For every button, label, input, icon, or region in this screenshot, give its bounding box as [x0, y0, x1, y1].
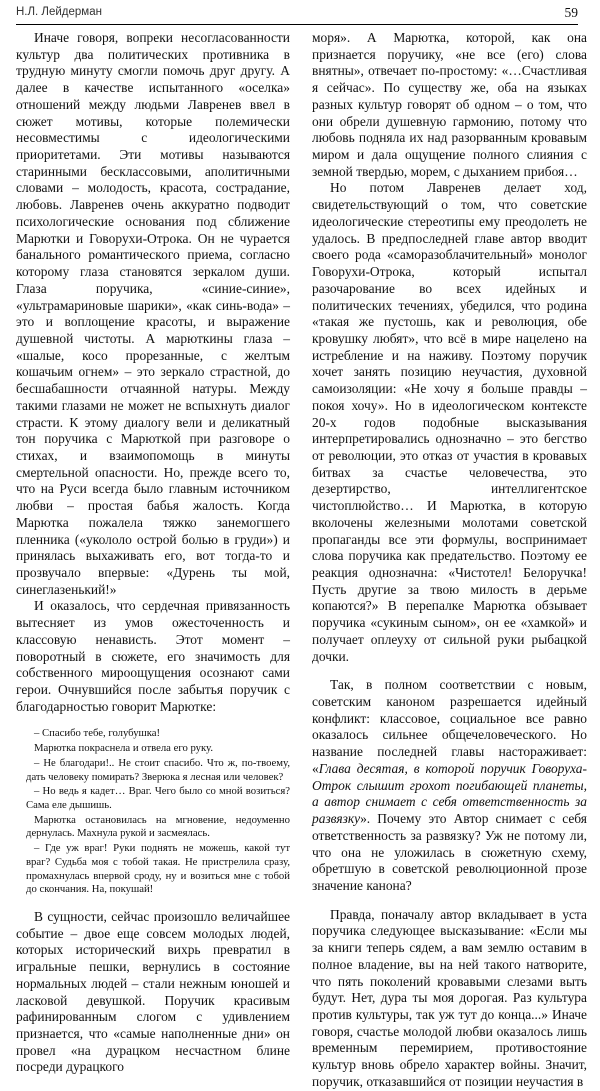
paragraph: Правда, поначалу автор вкладывает в уста поручика следующее высказывание: «Если мы за книги теперь сядем, а вам землю оставим в полное владение, вы на ней такого натворите, что пять поколений кровавыми слезами выть будут. Нет, дура ты моя дорогая. Раз культура против культуры, так уж тут до конца...» Иначе говоря, счастье молодой любви оказалось лишь временным перемирием, противостояние культур вновь обрело характер войны. Значит, поручик, отказавшийся от позиции неучастия в [312, 906, 587, 1089]
page-number: 59 [564, 5, 578, 20]
quote-line: – Не благодари!.. Не стоит спасибо. Что ж, по-твоему, дать человеку помирать? Зверюка я лесная или человек? [26, 756, 290, 783]
paragraph: Иначе говоря, вопреки несогласованности культур два политических противника в трудную минуту смогли помочь друг другу. А далее в качестве испытанного «оселка» отношений между людьми Лавренев ввел в сюжет мотивы, которые полемически несовместимы с идеологическими приоритетами. Эти мотивы называются старинными бесклассовыми, аполитичными словами – молодость, красота, сострадание, любовь. Лавренев очень аккуратно подводит психологические основания под сближение Марютки и Говорухи-Отрока. Он не чурается банального романтического приема, согласно которому глаза становятся зеркалом души. Глаза поручика, «синие-синие», «ультрамариновые шарики», «как синь-вода» – это и воплощение красоты, и выражение душевной чистоты. А марюткины глаза – «шалые, косо прорезанные, с желтым кошачьим огнем» – это зеркало страстной, до бесшабашности отчаянной натуры. Между такими глазами не может не вспыхнуть диалог страсти. К этому диалогу вели и деликатный тон поручика с Марюткой при разговоре о стихах, и взаимопомощь в минуты смертельной опасности. Но, прежде всего то, что на Руси всегда было главным источником любви – простая бабья жалость. Когда Марютка пожалела тяжко занемогшего пленника («укололо острой болью в груди») и принялась выхаживать его, вот тогда-то и прозвучало впервые: «Дурень ты мой, синеглазенький!» [16, 30, 290, 597]
paragraph: Но потом Лавренев делает ход, свидетельствующий о том, что советские идеологические стереотипы ему преодолеть не удалось. В предпоследней главе автор вводит своего рода «саморазоблачительный» монолог Говорухи-Отрока, который испытал разочарование во всех идейных и политических течениях, убедился, что родина «такая же пустошь, как и революция, обе кровушку любят», что всё в мире нацелено на истребление и на наживу. Поэтому поручик хочет занять позицию неучастия, духовной самоизоляции: «Не хочу я больше правды – покоя хочу». Но в идеологическом контексте 20-х годов подобные высказывания интерпретировались однозначно – это бегство от революции, это отказ от участия в кровавых битвах за счастье человечества, это дезертирство, интеллигентское чистоплюйство… И Марютка, в которую вколочены железными молотами советской пропаганды все эти формулы, воспринимает слова поручика как предательство. Поэтому ее реакция однозначна: «Чистотел! Белоручка! Пусть другие за твою милость в дерьме копаются?» В перепалке Марютка обзывает поручика «сукиным сыном», он ее «хамкой» и получает оплеуху от сильной руки рыбацкой дочки. [312, 180, 587, 664]
running-header [16, 4, 578, 25]
quote-line: – Где уж враг! Руки поднять не можешь, какой тут враг? Судьба моя с тобой такая. Не пристрелила сразу, промахнулась впервой сроду, ну и возиться мне с тобой до скончания. На, покушай! [26, 842, 290, 896]
text-run: Так, в полном соответствии с новым, советским каноном разрешается идейный конфликт: классовое, социальное все равно оказалось сильнее общечеловеческого. Но название последней главы настораживает: « [312, 677, 587, 776]
section-gap [312, 895, 587, 907]
quote-line: – Спасибо тебе, голубушка! [34, 727, 161, 740]
quote-line: – Но ведь я кадет… Враг. Чего было со мной возиться? Сама еле дышишь. [26, 785, 290, 811]
right-column [312, 30, 587, 1091]
paragraph [312, 677, 587, 894]
quote-line: Марютка покраснела и отвела его руку. [34, 742, 213, 755]
text-run: ». Почему это Автор снимает с себя ответственность за развязку? Уж не потому ли, что она не уложилась в сюжетную схему, обретшую в советской революционной прозе значение канона? [312, 811, 587, 893]
quote-line: Марютка остановилась на мгновение, недоуменно дернулась. Махнула рукой и засмеялась. [26, 813, 290, 840]
running-header-author: Н.Л. Лейдерман [16, 6, 102, 18]
paragraph: И оказалось, что сердечная привязанность вытесняет из умов ожесточенность и классовую ненависть. Этот момент – поворотный в сюжете, его значимость для собственного мироощущения осознают сами герои. Очнувшийся после забытья поручик с благодарностью говорит Марютке: [16, 598, 290, 714]
dialogue-quote [26, 727, 290, 896]
left-column [16, 30, 290, 1076]
section-gap [312, 665, 587, 677]
paragraph-continued: моря». А Марютка, которой, как она признается поручику, «не все (его) слова внятны», отвечает по-простому: «…Счастливая я сейчас». По существу же, оба на языках разных культур говорят об одном – о том, что они обрели душевную гармонию, потому что любовь подняла их над разорванным кровавым миром и дала ощущение полного слияния с земной твердью, морем, с дыханием прибоя… [312, 30, 587, 179]
paragraph: В сущности, сейчас произошло величайшее событие – двое еще совсем молодых людей, которых исторический вихрь превратил в игральные пешки, вернулись в состояние нормальных людей – стали нежным юношей и ласковой девушкой. Поручик красивым рафинированным слогом с удивлением признается, что «самые наполненные дни» он провел «на дурацком несчастном блине посреди дурацкого [16, 908, 290, 1075]
chapter-title-quote: Глава десятая, в которой поручик Говоруха-Отрок слышит грохот погибающей планеты, а автор снимает с себя ответственность за развязку [312, 760, 587, 827]
